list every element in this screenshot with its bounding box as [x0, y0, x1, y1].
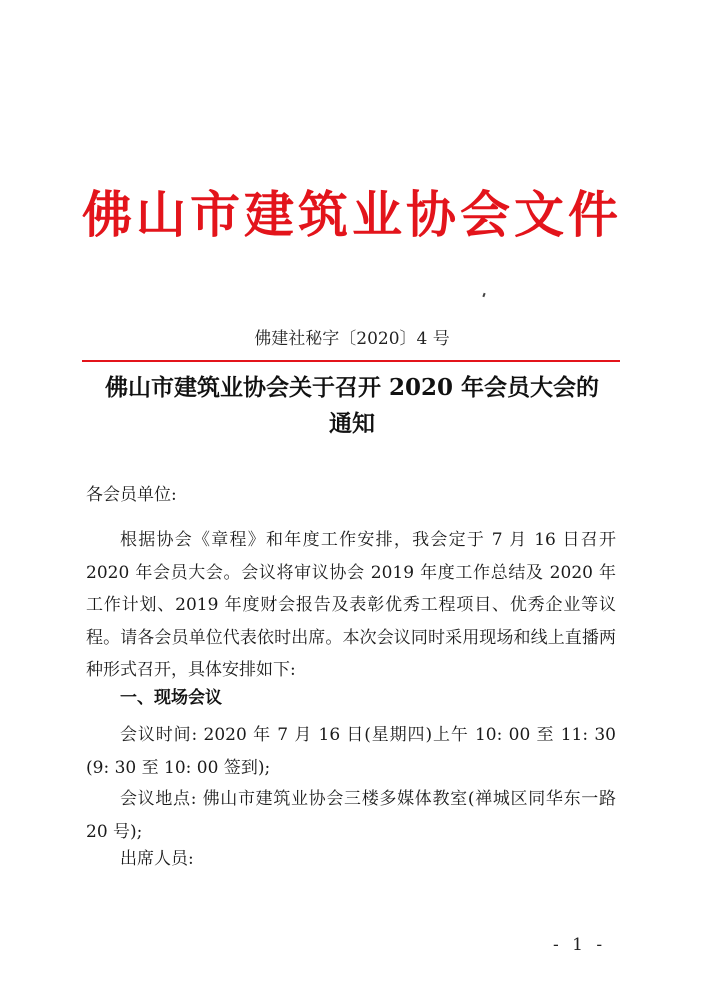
- page-number: - 1 -: [553, 935, 607, 955]
- addressee: 各会员单位:: [86, 485, 177, 505]
- stray-mark: [482, 293, 485, 297]
- meeting-place: 会议地点: 佛山市建筑业协会三楼多媒体教室(禅城区同华东一路 20 号);: [86, 789, 616, 842]
- section-heading-onsite: 一、现场会议: [120, 688, 222, 708]
- meeting-time: 会议时间: 2020 年 7 月 16 日(星期四)上午 10: 00 至 11: 30 (9: 30 至 10: 00 签到);: [86, 725, 616, 778]
- title-line-2: 通知: [329, 410, 375, 437]
- org-masthead: 佛山市建筑业协会文件: [82, 185, 622, 244]
- title-line-1: 佛山市建筑业协会关于召开 2020 年会员大会的: [104, 374, 600, 401]
- doc-number: 佛建社秘字〔2020〕4 号: [254, 329, 450, 349]
- attendees-label: 出席人员:: [120, 849, 194, 869]
- red-divider: [82, 360, 620, 362]
- document-title: [80, 370, 624, 442]
- intro-paragraph: 根据协会《章程》和年度工作安排，我会定于 7 月 16 日召开 2020 年会员大会。会议将审议协会 2019 年度工作总结及 2020 年工作计划、2019 年度财会报告及表彰优秀工程项目、优秀企业等议程。请各会员单位代表依时出席。本次会议同时采用现场和线上直播两种形式召开，具体安排如下:: [86, 530, 616, 680]
